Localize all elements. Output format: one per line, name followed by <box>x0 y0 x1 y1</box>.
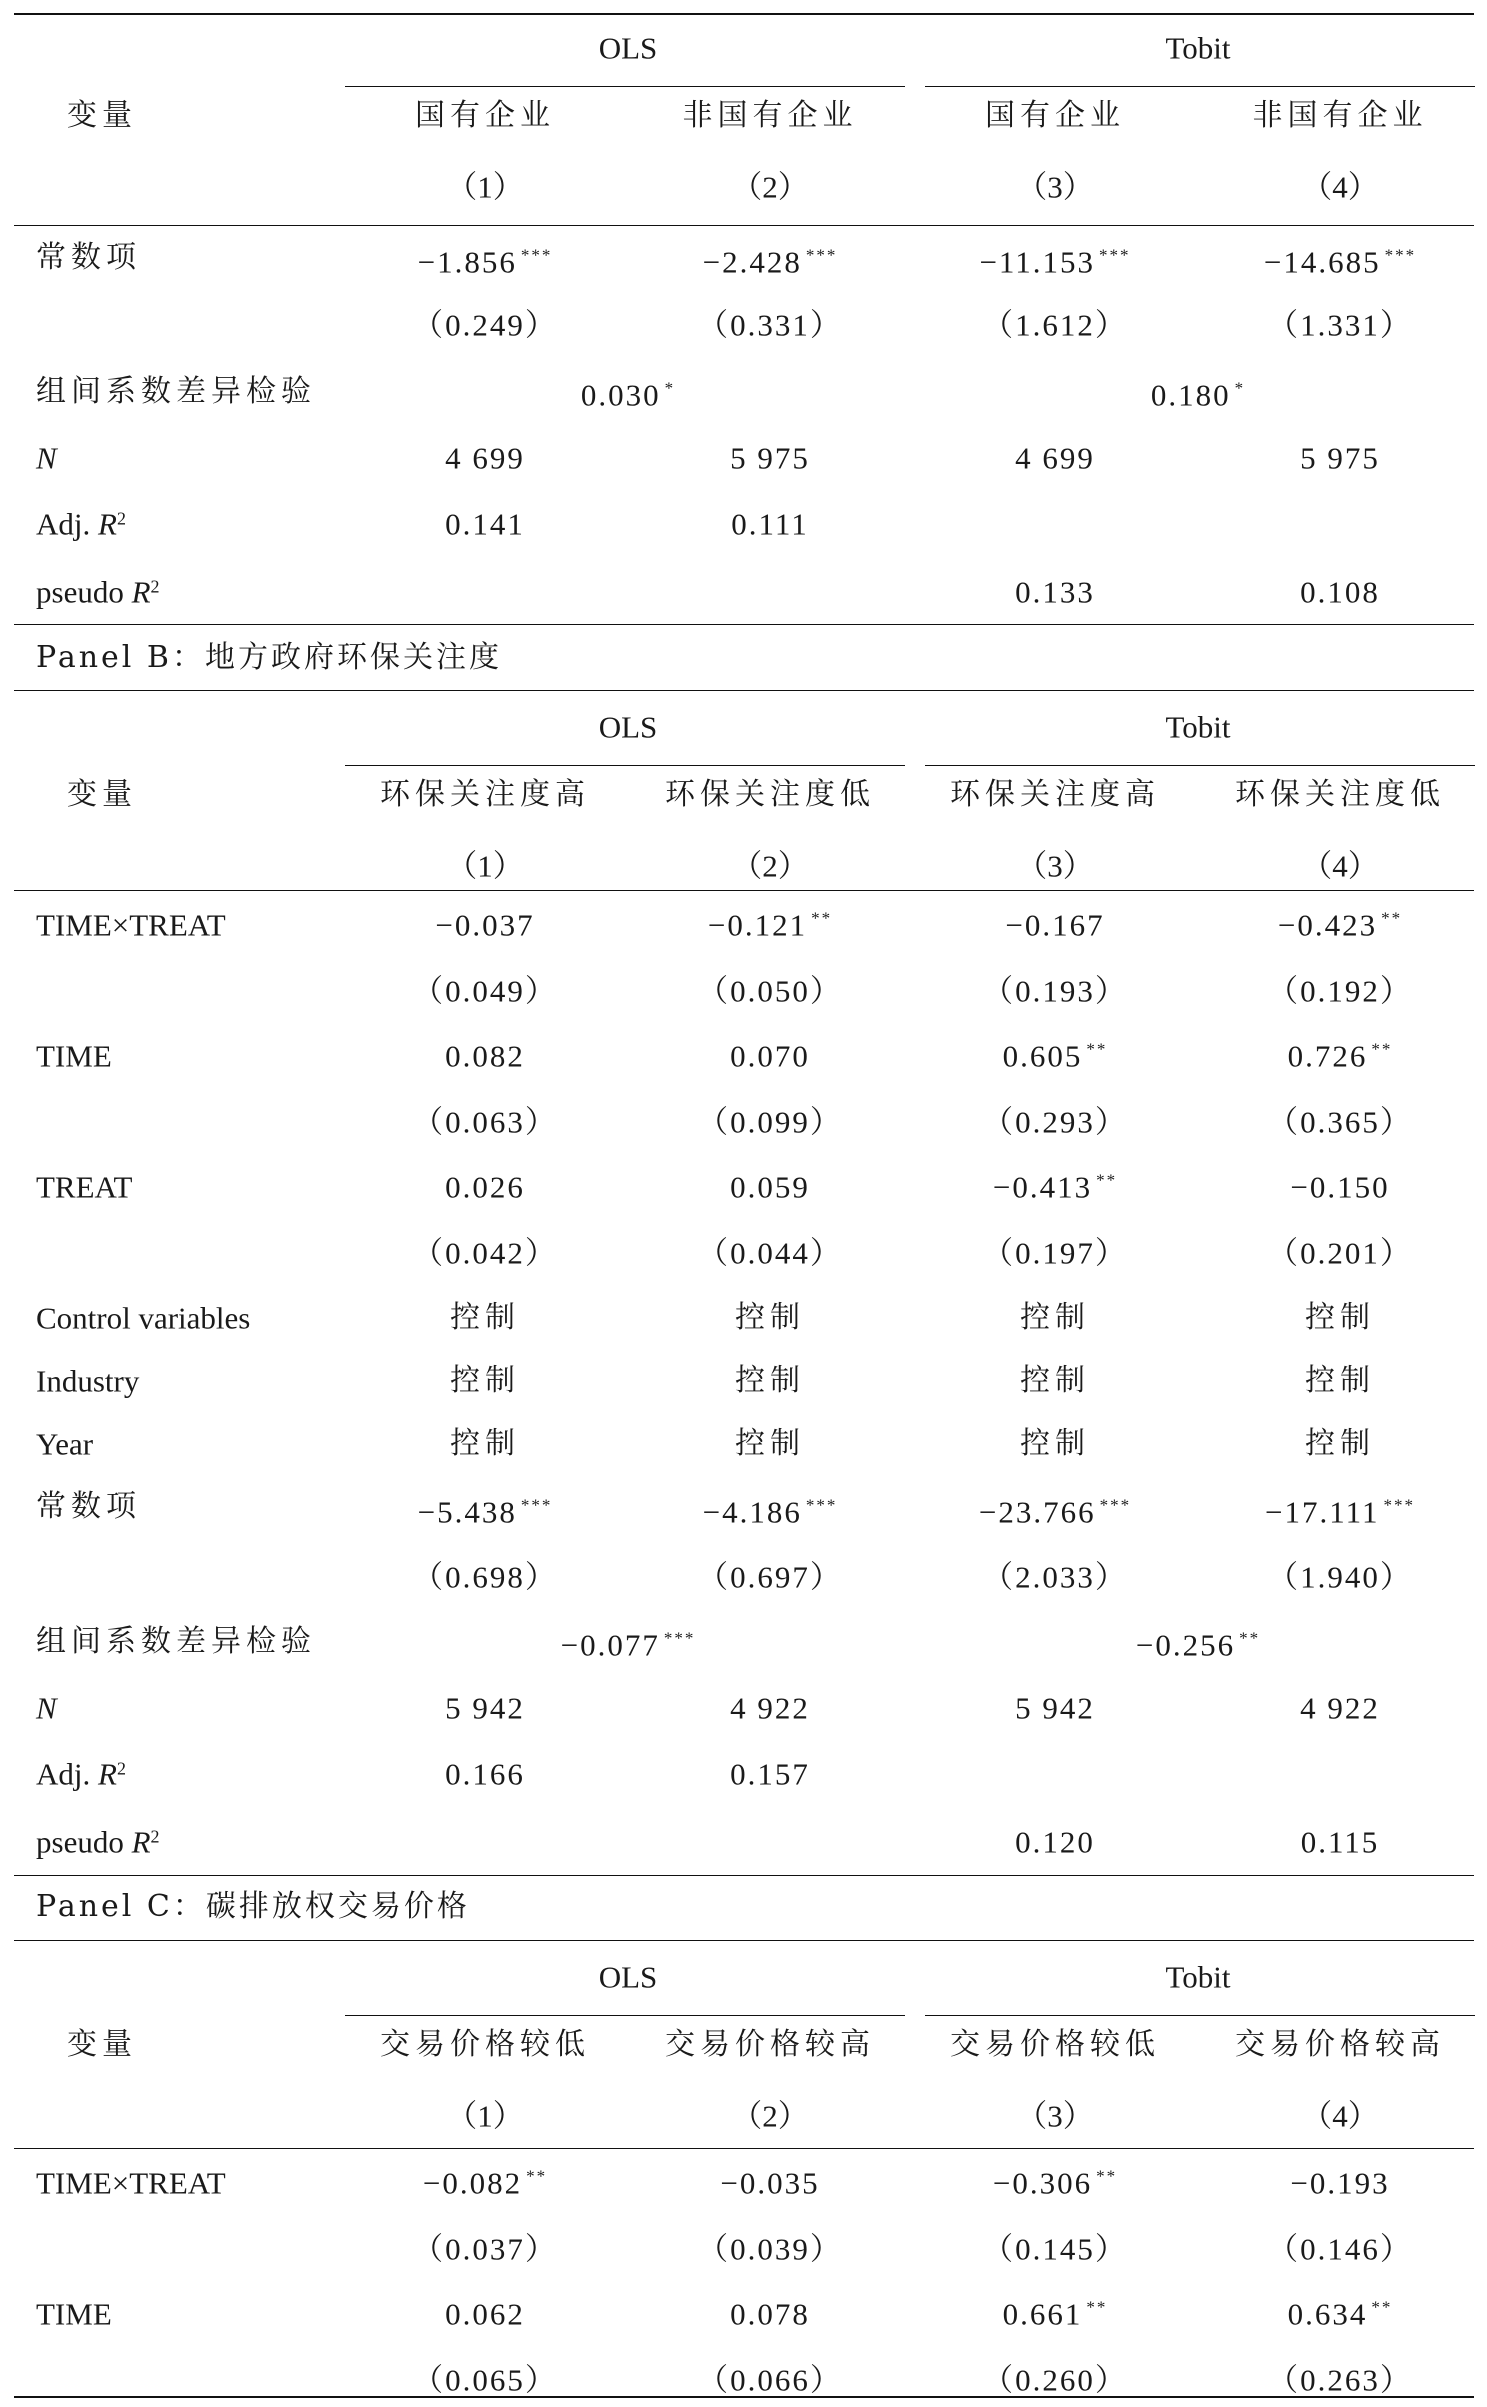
standard-error: （0.698） <box>412 1559 558 1595</box>
group-header: 交易价格较高 <box>1235 2027 1445 2062</box>
coefficient <box>1277 907 1403 943</box>
coefficient <box>1290 1169 1390 1205</box>
standard-error: （1.331） <box>1267 307 1413 343</box>
coef-value: −0.077 <box>560 1627 660 1663</box>
coefficient <box>1265 1494 1415 1530</box>
coef-value: 0.661 <box>1002 2296 1083 2332</box>
adj-r2-value: 0.157 <box>730 1756 810 1792</box>
control-indicator: 控制 <box>1305 1426 1375 1461</box>
row-label: N <box>36 1690 57 1726</box>
coefficient <box>979 244 1131 280</box>
significance-stars: *** <box>1384 245 1417 265</box>
significance-stars: *** <box>1099 245 1131 265</box>
coef-value: 0.070 <box>730 1038 810 1074</box>
coefficient <box>445 2296 525 2332</box>
group-header: 非国有企业 <box>682 98 858 133</box>
column-number: （4） <box>1301 848 1379 884</box>
variable-header: 变量 <box>67 98 137 133</box>
coef-value: 0.078 <box>730 2296 810 2332</box>
significance-stars: ** <box>526 2166 548 2186</box>
significance-stars: ** <box>1096 2166 1118 2186</box>
row-label: 常数项 <box>36 240 141 275</box>
coef-value: 0.059 <box>730 1169 810 1205</box>
coefficient <box>1263 244 1417 280</box>
standard-error: （0.044） <box>697 1235 843 1271</box>
table-rule <box>14 225 1474 226</box>
row-label: pseudo $R^2$ <box>36 1824 160 1860</box>
significance-stars: ** <box>1371 2297 1393 2317</box>
variable-header: 变量 <box>67 2027 137 2062</box>
obs-count: 5 975 <box>730 440 810 476</box>
coefficient <box>730 1169 810 1205</box>
standard-error: （0.039） <box>697 2231 843 2267</box>
table-rule <box>14 890 1474 891</box>
group-header: 环保关注度高 <box>380 777 590 812</box>
group-header: 环保关注度低 <box>665 777 875 812</box>
table-rule <box>14 2148 1474 2149</box>
coef-value: −0.193 <box>1290 2165 1390 2201</box>
control-indicator: 控制 <box>1305 1300 1375 1335</box>
coefficient <box>435 907 535 943</box>
group-header: 交易价格较低 <box>380 2027 590 2062</box>
obs-count: 4 699 <box>445 440 525 476</box>
row-label: Industry <box>36 1363 140 1399</box>
control-indicator: 控制 <box>450 1300 520 1335</box>
control-indicator: 控制 <box>450 1363 520 1398</box>
significance-stars: ** <box>1381 908 1403 928</box>
row-label: 组间系数差异检验 <box>36 374 316 409</box>
column-number: （4） <box>1301 169 1379 205</box>
panel-title: Panel B：地方政府环保关注度 <box>36 640 502 675</box>
coefficient <box>978 1494 1132 1530</box>
coef-value: −17.111 <box>1265 1494 1380 1530</box>
group-underline <box>345 2015 905 2016</box>
coefficient <box>730 2296 810 2332</box>
table-rule <box>14 13 1474 15</box>
coef-value: −5.438 <box>417 1494 517 1530</box>
ols-header: OLS <box>598 709 658 745</box>
coef-value: −0.037 <box>435 907 535 943</box>
coef-value: 0.026 <box>445 1169 525 1205</box>
significance-stars: * <box>1234 378 1246 398</box>
coef-value: −4.186 <box>702 1494 802 1530</box>
coef-value: −0.121 <box>707 907 808 943</box>
coef-value: 0.062 <box>445 2296 525 2332</box>
group-header: 国有企业 <box>985 98 1125 133</box>
group-header: 交易价格较高 <box>665 2027 875 2062</box>
standard-error: （0.063） <box>412 1104 558 1140</box>
standard-error: （2.033） <box>982 1559 1128 1595</box>
group-diff-ols <box>580 377 676 413</box>
obs-count: 5 975 <box>1300 440 1380 476</box>
significance-stars: ** <box>1096 1170 1118 1190</box>
coef-value: 0.726 <box>1287 1038 1368 1074</box>
coefficient <box>702 1494 838 1530</box>
significance-stars: *** <box>805 1495 838 1515</box>
row-label: Control variables <box>36 1300 251 1336</box>
group-underline <box>925 765 1475 766</box>
tobit-header: Tobit <box>1165 709 1231 745</box>
coefficient <box>422 2165 548 2201</box>
coef-value: 0.605 <box>1002 1038 1083 1074</box>
standard-error: （0.197） <box>982 1235 1128 1271</box>
row-label: TIME <box>36 2296 112 2332</box>
control-indicator: 控制 <box>1020 1363 1090 1398</box>
pseudo-r2-value: 0.133 <box>1015 574 1095 610</box>
control-indicator: 控制 <box>1305 1363 1375 1398</box>
group-underline <box>345 86 905 87</box>
standard-error: （1.612） <box>982 307 1128 343</box>
coefficient <box>1287 1038 1393 1074</box>
table-rule <box>14 624 1474 625</box>
column-number: （1） <box>446 848 524 884</box>
column-number: （2） <box>731 848 809 884</box>
control-indicator: 控制 <box>450 1426 520 1461</box>
coef-value: −0.167 <box>1005 907 1105 943</box>
standard-error: （0.042） <box>412 1235 558 1271</box>
panel-title: Panel C：碳排放权交易价格 <box>36 1889 470 1924</box>
coefficient <box>1002 1038 1108 1074</box>
coefficient <box>1002 2296 1108 2332</box>
column-number: （3） <box>1016 2098 1094 2134</box>
pseudo-r2-value: 0.115 <box>1300 1824 1380 1860</box>
significance-stars: *** <box>1383 1495 1415 1515</box>
standard-error: （1.940） <box>1267 1559 1413 1595</box>
standard-error: （0.697） <box>697 1559 843 1595</box>
group-header: 非国有企业 <box>1252 98 1428 133</box>
coef-value: −0.150 <box>1290 1169 1390 1205</box>
standard-error: （0.146） <box>1267 2231 1413 2267</box>
coefficient <box>992 1169 1118 1205</box>
column-number: （3） <box>1016 169 1094 205</box>
column-number: （2） <box>731 2098 809 2134</box>
table-rule <box>14 1940 1474 1941</box>
coef-value: −1.856 <box>417 244 517 280</box>
coef-value: 0.180 <box>1150 377 1231 413</box>
significance-stars: ** <box>1239 1628 1261 1648</box>
obs-count: 5 942 <box>1015 1690 1095 1726</box>
row-label: TIME×TREAT <box>36 2165 226 2201</box>
standard-error: （0.201） <box>1267 1235 1413 1271</box>
significance-stars: *** <box>663 1628 696 1648</box>
significance-stars: ** <box>811 908 833 928</box>
coefficient <box>445 1038 525 1074</box>
standard-error: （0.145） <box>982 2231 1128 2267</box>
row-label: Adj. $R^2$ <box>36 1756 126 1792</box>
group-header: 国有企业 <box>415 98 555 133</box>
coefficient <box>707 907 833 943</box>
ols-header: OLS <box>598 1959 658 1995</box>
standard-error: （0.331） <box>697 307 843 343</box>
control-indicator: 控制 <box>1020 1426 1090 1461</box>
coef-value: −2.428 <box>702 244 802 280</box>
group-header: 环保关注度高 <box>950 777 1160 812</box>
table-rule <box>14 1875 1474 1876</box>
group-underline <box>925 2015 1475 2016</box>
standard-error: （0.065） <box>412 2362 558 2398</box>
row-label: N <box>36 440 57 476</box>
significance-stars: ** <box>1086 1039 1108 1059</box>
column-number: （2） <box>731 169 809 205</box>
standard-error: （0.249） <box>412 307 558 343</box>
pseudo-r2-value: 0.120 <box>1015 1824 1095 1860</box>
group-diff-tobit <box>1150 377 1246 413</box>
standard-error: （0.263） <box>1267 2362 1413 2398</box>
row-label: Year <box>36 1426 94 1462</box>
group-diff-ols <box>560 1627 696 1663</box>
significance-stars: *** <box>1099 1495 1132 1515</box>
significance-stars: *** <box>520 245 553 265</box>
standard-error: （0.260） <box>982 2362 1128 2398</box>
column-number: （4） <box>1301 2098 1379 2134</box>
coefficient <box>1287 2296 1393 2332</box>
obs-count: 5 942 <box>445 1690 525 1726</box>
coef-value: −14.685 <box>1263 244 1381 280</box>
coef-value: −0.306 <box>992 2165 1093 2201</box>
adj-r2-value: 0.111 <box>731 506 809 542</box>
row-label: Adj. $R^2$ <box>36 506 126 542</box>
obs-count: 4 699 <box>1015 440 1095 476</box>
coef-value: −0.413 <box>992 1169 1093 1205</box>
coef-value: −0.423 <box>1277 907 1378 943</box>
group-header: 环保关注度低 <box>1235 777 1445 812</box>
control-indicator: 控制 <box>735 1300 805 1335</box>
coef-value: −11.153 <box>979 244 1096 280</box>
significance-stars: ** <box>1371 1039 1393 1059</box>
control-indicator: 控制 <box>735 1363 805 1398</box>
standard-error: （0.365） <box>1267 1104 1413 1140</box>
row-label: TIME×TREAT <box>36 907 226 943</box>
significance-stars: *** <box>805 245 838 265</box>
row-label: 常数项 <box>36 1489 141 1524</box>
coefficient <box>445 1169 525 1205</box>
coef-value: 0.030 <box>580 377 661 413</box>
coefficient <box>730 1038 810 1074</box>
ols-header: OLS <box>598 30 658 66</box>
coefficient <box>1005 907 1105 943</box>
column-number: （1） <box>446 2098 524 2134</box>
coefficient <box>1290 2165 1390 2201</box>
standard-error: （0.066） <box>697 2362 843 2398</box>
group-underline <box>345 765 905 766</box>
column-number: （1） <box>446 169 524 205</box>
tobit-header: Tobit <box>1165 1959 1231 1995</box>
pseudo-r2-value: 0.108 <box>1300 574 1380 610</box>
group-diff-tobit <box>1135 1627 1261 1663</box>
coefficient <box>720 2165 820 2201</box>
table-rule <box>14 2396 1474 2398</box>
coef-value: 0.634 <box>1287 2296 1368 2332</box>
control-indicator: 控制 <box>1020 1300 1090 1335</box>
row-label: pseudo $R^2$ <box>36 574 160 610</box>
significance-stars: *** <box>520 1495 553 1515</box>
coef-value: −0.256 <box>1135 1627 1236 1663</box>
coefficient <box>417 1494 553 1530</box>
obs-count: 4 922 <box>730 1690 810 1726</box>
row-label: TREAT <box>36 1169 133 1205</box>
tobit-header: Tobit <box>1165 30 1231 66</box>
adj-r2-value: 0.166 <box>445 1756 525 1792</box>
coefficient <box>992 2165 1118 2201</box>
coef-value: −23.766 <box>978 1494 1096 1530</box>
coef-value: −0.035 <box>720 2165 820 2201</box>
group-underline <box>925 86 1475 87</box>
adj-r2-value: 0.141 <box>445 506 525 542</box>
variable-header: 变量 <box>67 777 137 812</box>
row-label: TIME <box>36 1038 112 1074</box>
group-header: 交易价格较低 <box>950 2027 1160 2062</box>
table-rule <box>14 690 1474 691</box>
row-label: 组间系数差异检验 <box>36 1624 316 1659</box>
standard-error: （0.049） <box>412 973 558 1009</box>
column-number: （3） <box>1016 848 1094 884</box>
standard-error: （0.050） <box>697 973 843 1009</box>
standard-error: （0.099） <box>697 1104 843 1140</box>
standard-error: （0.037） <box>412 2231 558 2267</box>
significance-stars: ** <box>1086 2297 1108 2317</box>
coefficient <box>702 244 838 280</box>
standard-error: （0.192） <box>1267 973 1413 1009</box>
significance-stars: * <box>664 378 676 398</box>
obs-count: 4 922 <box>1300 1690 1380 1726</box>
coef-value: 0.082 <box>445 1038 525 1074</box>
coefficient <box>417 244 553 280</box>
coef-value: −0.082 <box>422 2165 523 2201</box>
standard-error: （0.293） <box>982 1104 1128 1140</box>
control-indicator: 控制 <box>735 1426 805 1461</box>
standard-error: （0.193） <box>982 973 1128 1009</box>
